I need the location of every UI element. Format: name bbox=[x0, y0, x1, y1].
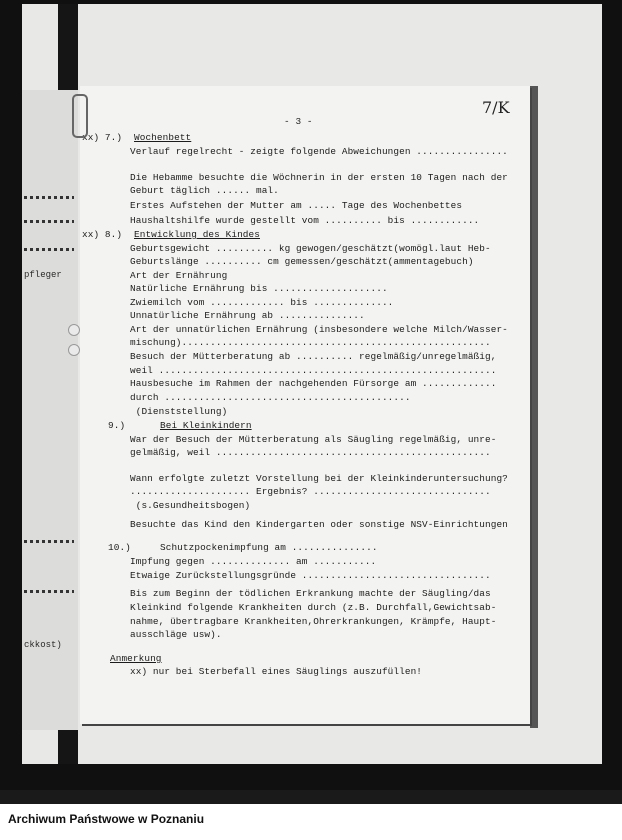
form-line bbox=[80, 172, 508, 183]
form-text: Besuchte das Kind den Kindergarten oder sonstige NSV-Einrichtungen bbox=[130, 519, 508, 530]
form-line bbox=[80, 200, 462, 211]
punch-hole bbox=[68, 344, 80, 356]
form-text: Kleinkind folgende Krankheiten durch (z.B. Durchfall,Gewichtsab- bbox=[130, 602, 497, 613]
form-line bbox=[80, 392, 411, 403]
form-text: Art der unnatürlichen Ernährung (insbesondere welche Milch/Wasser- bbox=[130, 324, 508, 335]
form-text: Zwiemilch vom ............. bis .............. bbox=[130, 297, 394, 308]
form-line bbox=[80, 556, 376, 567]
dot-leader bbox=[24, 220, 74, 223]
dot-leader bbox=[24, 590, 74, 593]
form-text: Etwaige Zurückstellungsgründe ................................. bbox=[130, 570, 491, 581]
form-text: War der Besuch der Mütterberatung als Säugling regelmäßig, unre- bbox=[130, 434, 497, 445]
form-text: gelmäßig, weil ................................................ bbox=[130, 447, 491, 458]
section-heading: Entwicklung des Kindes bbox=[134, 229, 260, 240]
form-line bbox=[80, 542, 378, 553]
form-line bbox=[80, 616, 496, 627]
form-text: weil ........................................................... bbox=[130, 365, 497, 376]
form-text: nahme, übertragbare Krankheiten,Ohrerkrankungen, Krämpfe, Haupt- bbox=[130, 616, 497, 627]
form-line bbox=[80, 519, 508, 530]
form-line bbox=[80, 146, 508, 157]
form-line bbox=[80, 243, 491, 254]
form-text: Besuch der Mütterberatung ab .......... regelmäßig/unregelmäßig, bbox=[130, 351, 497, 362]
form-line bbox=[80, 229, 260, 240]
form-line bbox=[80, 256, 474, 267]
form-text: mischung)...................................................... bbox=[130, 337, 491, 348]
section-heading: Wochenbett bbox=[134, 132, 192, 143]
form-text: Erstes Aufstehen der Mutter am ..... Tage des Wochenbettes bbox=[130, 200, 463, 211]
form-line bbox=[80, 588, 491, 599]
form-text: (Dienststellung) bbox=[130, 406, 228, 417]
section-heading: Bei Kleinkindern bbox=[160, 420, 252, 431]
punch-hole bbox=[68, 324, 80, 336]
form-line bbox=[80, 185, 279, 196]
paper-clip bbox=[72, 94, 88, 138]
dot-leader bbox=[24, 248, 74, 251]
dot-leader bbox=[24, 196, 74, 199]
form-text: (s.Gesundheitsbogen) bbox=[130, 500, 251, 511]
form-line bbox=[80, 570, 491, 581]
form-text: Art der Ernährung bbox=[130, 270, 228, 281]
form-text: Impfung gegen .............. am ........... bbox=[130, 556, 377, 567]
handwritten-mark: 7/K bbox=[482, 98, 510, 117]
form-text: Die Hebamme besuchte die Wöchnerin in der ersten 10 Tagen nach der bbox=[130, 172, 508, 183]
form-line bbox=[80, 337, 491, 348]
document-page bbox=[80, 86, 530, 724]
form-line bbox=[80, 365, 496, 376]
form-line bbox=[80, 447, 491, 458]
form-text: Hausbesuche im Rahmen der nachgehenden Fürsorge am ............. bbox=[130, 378, 497, 389]
form-line bbox=[80, 486, 491, 497]
form-line bbox=[80, 378, 496, 389]
left-fragment: pfleger bbox=[24, 270, 62, 280]
form-text: Bis zum Beginn der tödlichen Erkrankung machte der Säugling/das bbox=[130, 588, 491, 599]
page-shadow bbox=[530, 86, 538, 728]
form-text: Wann erfolgte zuletzt Vorstellung bei der Kleinkinderuntersuchung? bbox=[130, 473, 508, 484]
form-line bbox=[80, 283, 388, 294]
form-line bbox=[80, 602, 496, 613]
form-line bbox=[80, 473, 508, 484]
form-line bbox=[80, 653, 162, 664]
form-line bbox=[80, 434, 496, 445]
left-leaf bbox=[22, 90, 78, 730]
form-line bbox=[80, 629, 222, 640]
form-line bbox=[80, 132, 191, 143]
form-text: Natürliche Ernährung bis .................... bbox=[130, 283, 388, 294]
form-line bbox=[80, 666, 422, 677]
item-number: xx) 7.) bbox=[82, 132, 123, 143]
form-text: ..................... Ergebnis? ............................... bbox=[130, 486, 491, 497]
form-text: Unnatürliche Ernährung ab ............... bbox=[130, 310, 365, 321]
form-line bbox=[80, 406, 227, 417]
form-text: Geburt täglich ...... mal. bbox=[130, 185, 279, 196]
form-text: Geburtsgewicht .......... kg gewogen/geschätzt(womögl.laut Heb- bbox=[130, 243, 491, 254]
form-text: Verlauf regelrecht - zeigte folgende Abweichungen ................ bbox=[130, 146, 508, 157]
form-line bbox=[80, 297, 393, 308]
section-heading: Anmerkung bbox=[110, 653, 162, 664]
item-number: 10.) bbox=[108, 542, 131, 553]
form-text: xx) nur bei Sterbefall eines Säuglings auszufüllen! bbox=[130, 666, 423, 677]
form-line bbox=[80, 215, 479, 226]
dot-leader bbox=[24, 540, 74, 543]
form-line bbox=[80, 420, 252, 431]
form-line bbox=[80, 500, 250, 511]
item-number: 9.) bbox=[108, 420, 126, 431]
form-text: Haushaltshilfe wurde gestellt vom .......... bis ............ bbox=[130, 215, 480, 226]
form-line bbox=[80, 310, 365, 321]
item-number: xx) 8.) bbox=[82, 229, 123, 240]
footer-bar bbox=[0, 790, 622, 804]
form-line bbox=[80, 270, 227, 281]
archive-label: Archiwum Państwowe w Poznaniu bbox=[8, 812, 205, 826]
form-line bbox=[80, 351, 496, 362]
form-text: Geburtslänge .......... cm gemessen/geschätzt(ammentagebuch) bbox=[130, 256, 474, 267]
left-fragment: ckkost) bbox=[24, 640, 62, 650]
form-text: ausschläge usw). bbox=[130, 629, 222, 640]
page-number: - 3 - bbox=[284, 116, 313, 127]
form-text: durch ........................................... bbox=[130, 392, 411, 403]
form-text: Schutzpockenimpfung am ............... bbox=[160, 542, 378, 553]
footer bbox=[0, 790, 622, 840]
form-line bbox=[80, 324, 508, 335]
